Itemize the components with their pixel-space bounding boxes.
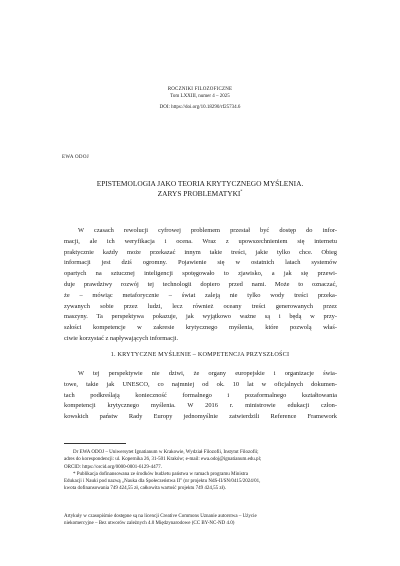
footnote-line: ORCID: https://orcid.org/0000-0001-6129-4477. <box>64 464 162 470</box>
text-line: W tej perspektywie nie dziwi, że organy europejskie i organizacje świa- <box>78 370 337 377</box>
text-line: macji, ale ich weryfikacja i ocena. Wraz z upowszechnieniem się internetu <box>64 237 337 245</box>
section-heading: 1. KRYTYCZNE MYŚLENIE – KOMPETENCJA PRZYSZŁOŚCI <box>110 351 290 358</box>
text-line: W czasach rewolucji cyfrowej problemem przestał być dostęp do infor- <box>78 227 337 234</box>
article-title-text: ZARYS PROBLEMATYKI <box>157 189 241 198</box>
footnote-line: * Publikacja dofinansowana ze środków budżetu państwa w ramach programu Ministra <box>73 471 248 477</box>
text-line: tach podkreślają konieczność formalnego i pozaformalnego kształtowania <box>64 391 337 399</box>
text-line: szłości kompetencje w zakresie krytycznego myślenia, które pozwolą właś- <box>64 324 337 332</box>
author-name: EWA ODOJ <box>62 155 89 160</box>
footnote-divider <box>64 443 126 444</box>
article-title-line-2 <box>0 189 400 199</box>
text-line: maszyny. Ta perspektywa pokazuje, jak wyjątkowo ważne są i będą w przy- <box>64 313 337 321</box>
license-line: Artykuły w czasopiśmie dostępne są na licencji Creative Commons Uznanie autorstwa – Użycie <box>64 514 257 519</box>
footnote-line: kwota dofinansowania 749 424,55 zł, całkowita wartość projektu 749 424,55 zł). <box>64 486 226 492</box>
doi-line: DOI: https://doi.org/10.18290/rf25734.6 <box>159 105 241 110</box>
text-line: duje prawdziwy rozwój tej technologii dopiero przed nami. Może to oznaczać, <box>64 280 337 288</box>
footnote-line: adres do korespondencji: ul. Kopernika 26, 31-501 Kraków; e-mail: ewa.odoj@ignatianum.edu.pl; <box>64 457 262 463</box>
footnotes <box>64 449 337 493</box>
intro-paragraph <box>64 226 337 345</box>
text-line: informacji jest dziś ogromny. Pojawienie się w ostatnich latach systemów <box>64 259 337 267</box>
text-line: praktycznie każdy może przekazać innym takie treści, jakie tylko chce. Obieg <box>64 248 337 256</box>
text-line: kompetencji krytycznego myślenia. W 2016 r. ministrowie edukacji człon- <box>64 402 337 410</box>
section-paragraph <box>64 369 337 423</box>
journal-name: ROCZNIKI FILOZOFICZNE <box>167 87 233 92</box>
text-line: zywanych sobie przez ludzi, lecz również oceany treści generowanych przez <box>64 302 337 310</box>
title-footnote-mark: * <box>240 188 243 194</box>
license-line: niekomercyjne – Bez utworów zależnych 4.0 Międzynarodowe (CC BY-NC-ND 4.0) <box>64 521 235 527</box>
text-line: ciwie korzystać z napływających informacji. <box>64 334 179 342</box>
text-line: opartych na sztucznej inteligencji spotęgowało to zjawisko, a jak się przewi- <box>64 270 337 278</box>
journal-volume: Tom LXXIII, numer 4 – 2025 <box>170 94 230 99</box>
license-note <box>64 513 337 528</box>
footnote-line: Edukacji i Nauki pod nazwą „Nauka dla Społeczeństwa II" (nr projektu NdS-II/SN/0415/2024/01, <box>64 479 261 485</box>
article-title-line-1: EPISTEMOLOGIA JAKO TEORIA KRYTYCZNEGO MYŚLENIA. <box>96 179 304 188</box>
text-line: kowskich państw Rady Europy jednomyślnie zatwierdzili Reference Framework <box>64 413 337 421</box>
footnote-line: Dr EWA ODOJ – Uniwersytet Ignatianum w Krakowie, Wydział Filozofii, Instytut Filozofii; <box>73 450 259 455</box>
text-line: towe, takie jak UNESCO, co najmniej od ok. 10 lat w oficjalnych dokumen- <box>64 380 337 388</box>
text-line: że – mówiąc metaforycznie – świat zaleją nie tylko wody treści przeka- <box>64 291 337 299</box>
